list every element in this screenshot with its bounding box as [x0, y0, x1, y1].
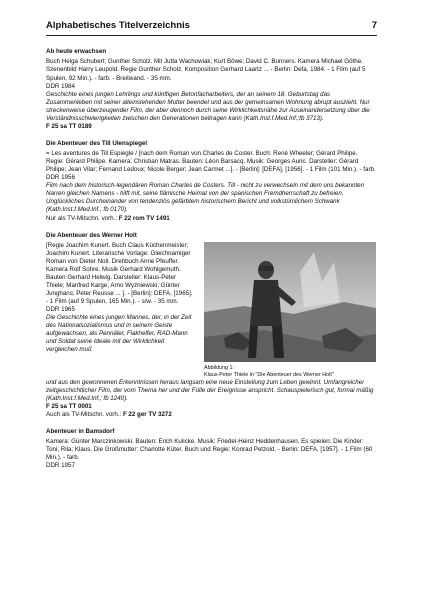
tv-note-prefix: Auch als TV-Mitschn. vorh.: [46, 410, 122, 418]
tv-signature: F 22 rom TV 1491 [118, 214, 170, 222]
entry-title: Die Abenteuer des Till Ulenspiegel [46, 139, 148, 147]
entry-ab-heute-erwachsen [46, 48, 377, 131]
entry-title: Die Abenteuer des Werner Holt [46, 231, 137, 239]
entry-signature: F 25 sa TT 0189 [46, 122, 92, 130]
entry-description: Geschichte eines jungen Lehrlings und künftigen Betonfacharbeiters, der an seinem 18. Geburtstag das Zusammenleben mit seiner alleinstehenden Mutter beendet und aus der gemeinsamen Wohnung abrupt auszieht. Nur streckenweise überzeugender Film, der aber dennoch durch seine Wirklichkeitsnähe zur Auseinandersetzung über die Verständnisschwierigkeiten zwischen den Generationen beitragen kann (Kath.Inst.f.Med.Inf.;fb 3713). [46, 90, 370, 122]
entry-year: DDR 1957 [46, 462, 75, 470]
entry-description-rest: und aus den gewonnenen Erkenntnissen heraus langsam eine neue Einstellung zum Leben gewinnt. Umfangreicher zeitgeschichtlicher Film, der vom Thema her und der Fülle der Ereignisse anspricht. Schauspielerisch gut, formal mäßig (Kath.Inst.f.Med.Inf.; fb 1240). [46, 378, 374, 402]
page-number: 7 [371, 20, 377, 31]
entry-credits: [Regie Joachim Kunert. Buch Claus Küchenmeister; Joachim Kunert. Literarische Vorlage: Gleichnamiger Roman von Dieter Noll. Drehbuch Anne Pfeuffer. Kamera Rolf Sohre. Musik Gerhard Wohlgemuth. Bauten Gerhard Helwig. Darsteller: Klaus-Peter Thiele; Manfred Karge; Arno Wyzniewski; Günter Junghans; Peter Reusse ... ]. - [Berlin]: DEFA, [1965]. - 1 Film (auf 9 Spulen, 165 Min.). - s/w. - 35 mm. [46, 241, 193, 306]
header-title: Alphabetisches Titelverzeichnis [46, 20, 190, 31]
running-header [46, 20, 377, 36]
entry-credits: Kamera: Günter Marczinkowski. Bauten: Erich Kulicke. Musik: Friedel-Heinz Heddenhausen. Es spielen: Die Kinder: Toni; Rila; Klaus. Die Großmutter: Charlotte Küter. Buch und Regie: Konrad Petzold. - Berlin: DEFA, [1957]. - 1 Film (60 Min.). - farb. [46, 438, 373, 462]
entry-left-column [46, 242, 196, 355]
entry-description-start: Die Geschichte eines jungen Mannes, der, in der Zeit des Nationalsozialismus und in seinem Geiste aufgewachsen, als Pennäler, Flakhelfer, RAD-Mann und Soldat seine Ideale mit der Wirklichkeit vergleichen muß [46, 314, 192, 354]
tv-signature: F 22 ger TV 3272 [122, 410, 172, 418]
entry-till-ulenspiegel [46, 140, 377, 223]
entry-description: Film nach dem historisch-legendären Roman Charles de Costers. Till - nicht zu verwechseln mit dem uns bekannten Narren gleichen Namens - hilft mit, seine flämische Heimat von der spanischen Fremdherrschaft zu befreien. Unglückliches Durcheinander von tendenziös gefärbtem historischem Bericht und volkstümlichem Schwank (Kath.Inst.f.Med.Inf.; fb 0170). [46, 182, 365, 214]
entry-werner-holt [46, 232, 377, 419]
figure-caption-text: Klaus-Peter Thiele in "Die Abenteuer des Werner Holt" [204, 371, 334, 378]
entry-credits: Buch Helga Schubert; Gunther Scholz. Mit Jutta Wachowiak; Kurt Böwe; David C. Bunners. Kamera Michael Göthe. Szenenbild Harry Leupold. Regie Gunther Scholz. Komposition Gerhard Laartz ... - Berlin: Defa, 1984. - 1 Film (auf 5 Spulen, 92 Min.). - farb. - Breitwand. - 35 mm. [46, 58, 366, 82]
entry-year: DDR 1965 [46, 306, 75, 314]
entry-abenteuer-in-bamsdorf [46, 428, 377, 470]
entry-year: DDR 1984 [46, 82, 75, 90]
figure-caption [204, 365, 377, 379]
entry-split [46, 242, 377, 379]
tv-note-prefix: Nur als TV-Mitschn. vorh.: [46, 214, 118, 222]
entry-year: DDR 1956 [46, 174, 75, 182]
entry-figure [204, 242, 377, 379]
entry-title: Ab heute erwachsen [46, 48, 107, 56]
entry-title: Abenteuer in Bamsdorf [46, 428, 115, 435]
entry-tv-note [46, 411, 377, 419]
figure-label: Abbildung 1: [204, 364, 234, 371]
entry-tv-note [46, 215, 377, 223]
entry-signature: F 25 sa TT 0001 [46, 402, 92, 410]
entry-credits: = Les aventures de Till Espiegle / [nach dem Roman von Charles de Coster. Buch: René Wheeler; Gérard Philipe. Regie: Gérard Philipe. Kamera: Christian Matras. Bauten: Léon Barsacq. Musik: Georges Auric. Darsteller: Gérard Philipe; Jean Vilar; Fernand Ledoux; Nicole Berger; Jean Carmet ...]. - [Berlin]: [DEFA], [1956]. - 1 Film (101 Min.). - farb. [46, 150, 376, 174]
film-still-image [204, 242, 376, 362]
